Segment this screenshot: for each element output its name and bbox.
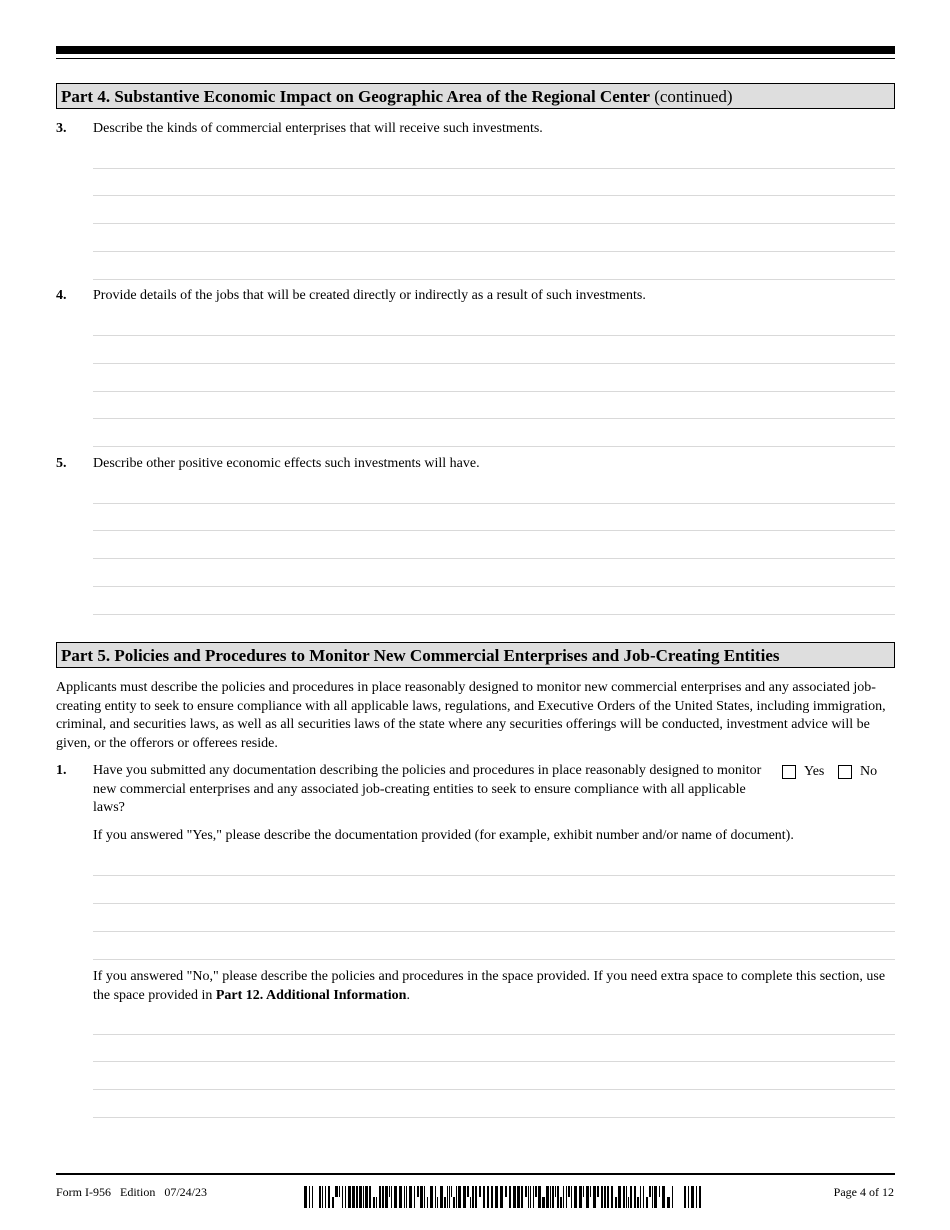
answer-line (93, 335, 895, 336)
answer-line (93, 363, 895, 364)
answer-line (93, 586, 895, 587)
q5-number: 5. (56, 456, 67, 471)
top-rule-thin (56, 58, 895, 59)
answer-line (93, 168, 895, 169)
yes-option[interactable] (782, 763, 824, 781)
answer-line (93, 1034, 895, 1035)
yes-checkbox[interactable] (782, 765, 796, 779)
footer-rule (56, 1173, 895, 1175)
answer-line (93, 418, 895, 419)
footer-page-number: Page 4 of 12 (833, 1185, 894, 1199)
answer-line (93, 446, 895, 447)
if-no-text: If you answered "No," please describe the policies and procedures in the space provided. If you need extra space to complete this section, use the space provided in (93, 969, 886, 1003)
answer-line (93, 558, 895, 559)
answer-line (93, 530, 895, 531)
if-no-suffix: . (406, 988, 410, 1003)
part4-header (56, 83, 895, 109)
answer-line (93, 279, 895, 280)
answer-line (93, 1061, 895, 1062)
p5-q1-text: Have you submitted any documentation describing the policies and procedures in place reasonably designed to monitor new commercial enterprises and any associated job-creating entities to seek to ensure compliance with all applicable laws? (93, 763, 762, 815)
answer-line (93, 931, 895, 932)
q3-text: Describe the kinds of commercial enterprises that will receive such investments. (93, 121, 543, 136)
q4-number: 4. (56, 288, 67, 303)
yes-label: Yes (804, 764, 825, 779)
answer-line (93, 391, 895, 392)
p5-q1-number: 1. (56, 763, 67, 778)
answer-line (93, 875, 895, 876)
no-option[interactable] (838, 763, 877, 781)
part5-header (56, 642, 895, 668)
top-rule-thick (56, 46, 895, 54)
barcode-image (304, 1186, 712, 1208)
answer-line (93, 959, 895, 960)
answer-line (93, 614, 895, 615)
answer-line (93, 1089, 895, 1090)
no-label: No (860, 764, 878, 779)
answer-line (93, 503, 895, 504)
part12-reference: Part 12. Additional Information (215, 988, 407, 1003)
q5-text: Describe other positive economic effects such investments will have. (93, 456, 480, 471)
if-no-instruction (93, 967, 893, 1005)
if-yes-instruction: If you answered "Yes," please describe the documentation provided (for example, exhibit number and/or name of document). (93, 828, 794, 843)
part5-intro: Applicants must describe the policies and procedures in place reasonably designed to monitor new commercial enterprises and any associated job-creating entity to seek to ensure compliance with all applicable laws, regulations, and Executive Orders of the United States, including immigration, criminal, and securities laws, as well as all securities laws of the state where any securities offerings will be conducted, investment advice will be given, or the offerors or offerees reside. (56, 680, 886, 751)
q4-text: Provide details of the jobs that will be created directly or indirectly as a result of such investments. (93, 288, 646, 303)
no-checkbox[interactable] (838, 765, 852, 779)
answer-line (93, 251, 895, 252)
part4-title: Part 4. Substantive Economic Impact on Geographic Area of the Regional Center (61, 87, 650, 106)
q3-number: 3. (56, 121, 67, 136)
footer-form-id: Form I-956 Edition 07/24/23 (56, 1185, 207, 1199)
answer-line (93, 223, 895, 224)
answer-line (93, 1117, 895, 1118)
part5-title: Part 5. Policies and Procedures to Monitor New Commercial Enterprises and Job-Creating Entities (61, 646, 780, 665)
answer-line (93, 903, 895, 904)
part4-title-suffix: (continued) (649, 87, 733, 106)
answer-line (93, 195, 895, 196)
